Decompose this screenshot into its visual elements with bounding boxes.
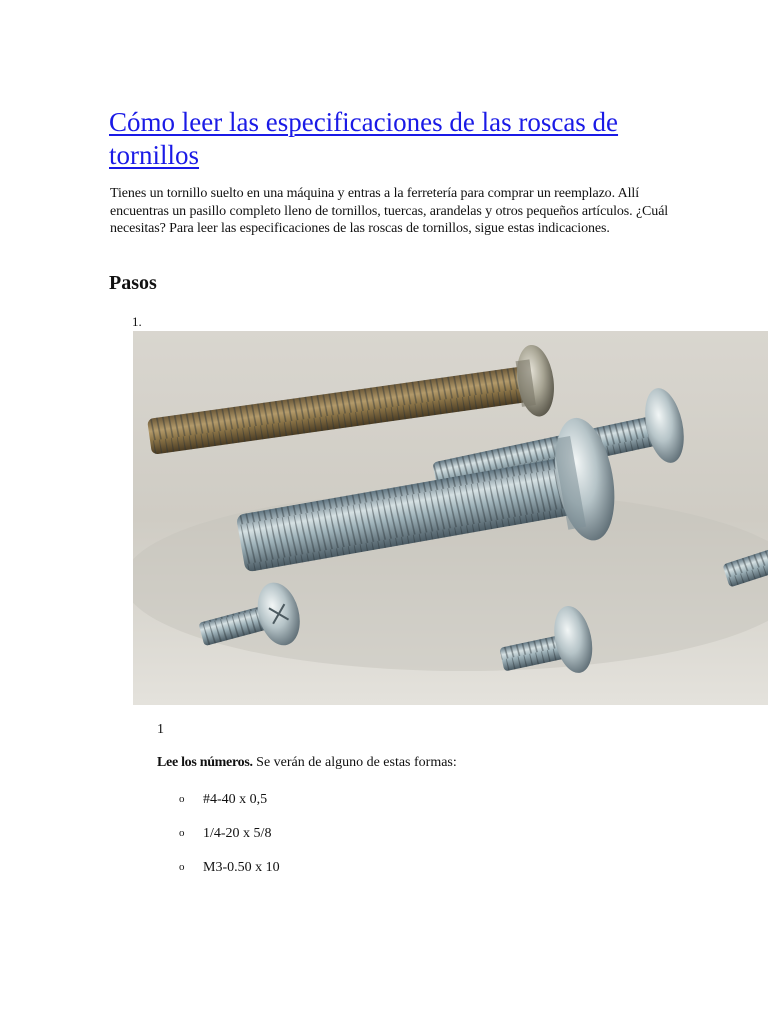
step-bold-lead: Lee los números. (157, 755, 253, 770)
bullet-mark: o (179, 793, 185, 805)
step-text (157, 755, 717, 771)
screws-photo (133, 331, 768, 705)
list-item-text: #4-40 x 0,5 (203, 792, 268, 807)
format-list (179, 790, 280, 892)
list-item-text: 1/4-20 x 5/8 (203, 826, 272, 841)
article-title-link[interactable]: Cómo leer las especificaciones de las roscas de tornillos (109, 107, 619, 170)
list-item (179, 790, 280, 824)
list-item (179, 824, 280, 858)
list-item-text: M3-0.50 x 10 (203, 860, 280, 875)
step-index: 1 (157, 722, 164, 737)
bullet-mark: o (179, 827, 185, 839)
list-item (179, 858, 280, 892)
intro-paragraph: Tienes un tornillo suelto en una máquina y entras a la ferretería para comprar un reemplazo. Allí encuentras un pasillo completo lleno de tornillos, tuercas, arandelas y otros pequeños artículos. ¿Cuál necesitas? Para leer las especificaciones de las roscas de tornillos, sigue estas indicaciones. (110, 186, 669, 236)
bullet-mark: o (179, 861, 185, 873)
list-number: 1. (132, 314, 142, 329)
steps-heading: Pasos (109, 272, 157, 294)
step-description: Se verán de alguno de estas formas: (252, 755, 457, 770)
